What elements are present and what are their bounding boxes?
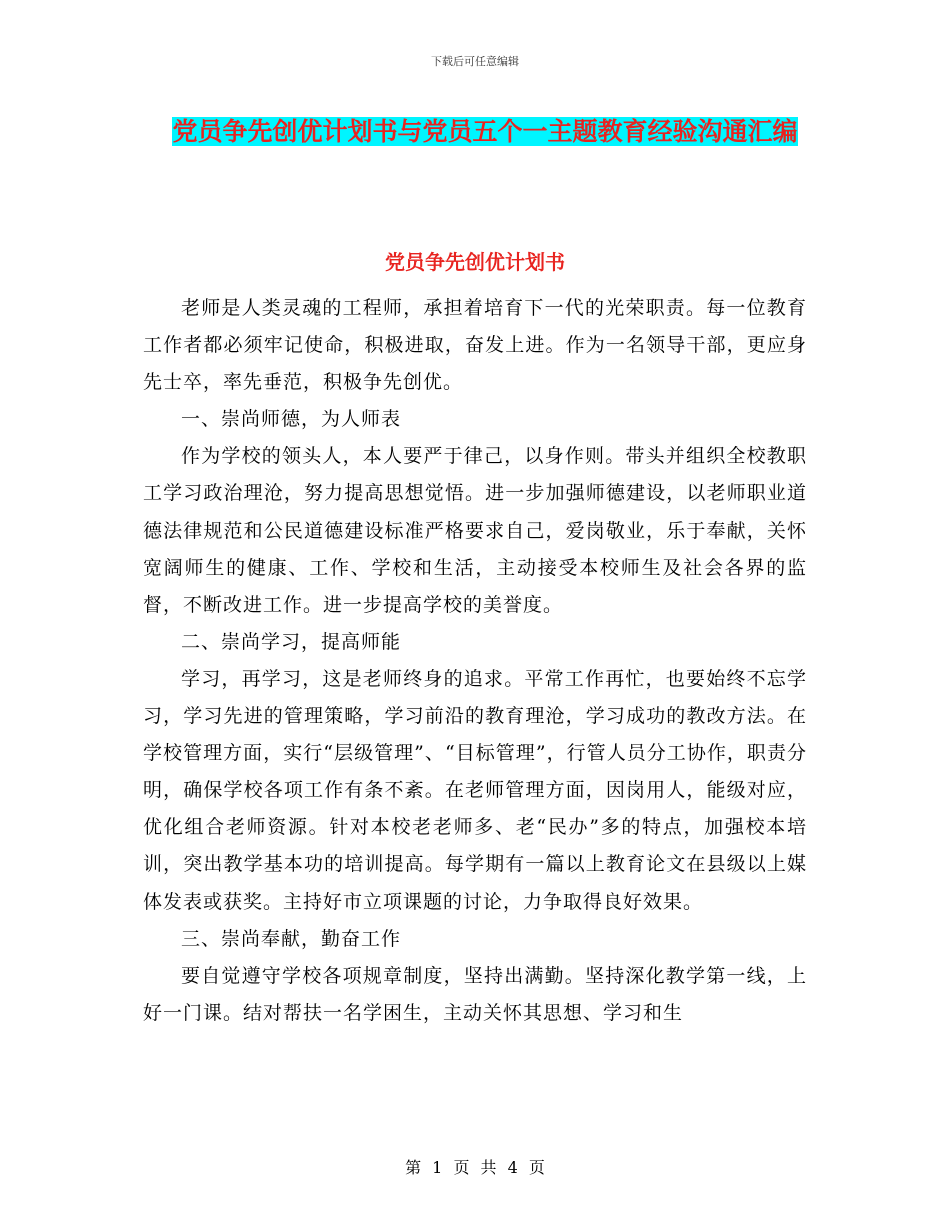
body-paragraph: 老师是人类灵魂的工程师，承担着培育下一代的光荣职责。每一位教育工作者都必须牢记使命，积极进取，奋发上进。作为一名领导干部，更应身先士卒，率先垂范，积极争先创优。	[143, 297, 807, 394]
section-heading: 三、崇尚奉献，勤奋工作	[181, 927, 402, 950]
body-paragraph: 要自觉遵守学校各项规章制度，坚持出满勤。坚持深化教学第一线，上好一门课。结对帮扶一名学困生，主动关怀其思想、学习和生	[143, 964, 807, 1024]
section-heading: 二、崇尚学习，提高师能	[181, 630, 402, 653]
page-footer: 第 1 页 共 4 页	[405, 1158, 545, 1177]
section-heading: 一、崇尚师德，为人师表	[181, 408, 402, 431]
title-highlight: 党员争先创优计划书与党员五个一主题教育经验沟通汇编	[172, 117, 798, 146]
document-title	[140, 110, 830, 154]
body-paragraph: 作为学校的领头人，本人要严于律己，以身作则。带头并组织全校教职工学习政治理沧，努力提高思想觉悟。进一步加强师德建设，以老师职业道德法律规范和公民道德建设标准严格要求自己，爱岗敬业，乐于奉献，关怀宽阔师生的健康、工作、学校和生活，主动接受本校师生及社会各界的监督，不断改进工作。进一步提高学校的美誉度。	[143, 445, 807, 616]
body-paragraph: 学习，再学习，这是老师终身的追求。平常工作再忙，也要始终不忘学习，学习先进的管理策略，学习前沿的教育理沧，学习成功的教改方法。在学校管理方面，实行“层级管理”、“目标管理”，行管人员分工协作，职责分明，确保学校各项工作有条不紊。在老师管理方面，因岗用人，能级对应，优化组合老师资源。针对本校老老师多、老“民办”多的特点，加强校本培训，突出教学基本功的培训提高。每学期有一篇以上教育论文在县级以上媒体发表或获奖。主持好市立项课题的讨论，力争取得良好效果。	[143, 667, 807, 913]
section-title: 党员争先创优计划书	[385, 250, 565, 274]
header-note: 下载后可任意编辑	[431, 55, 519, 68]
document-body	[143, 290, 807, 1032]
